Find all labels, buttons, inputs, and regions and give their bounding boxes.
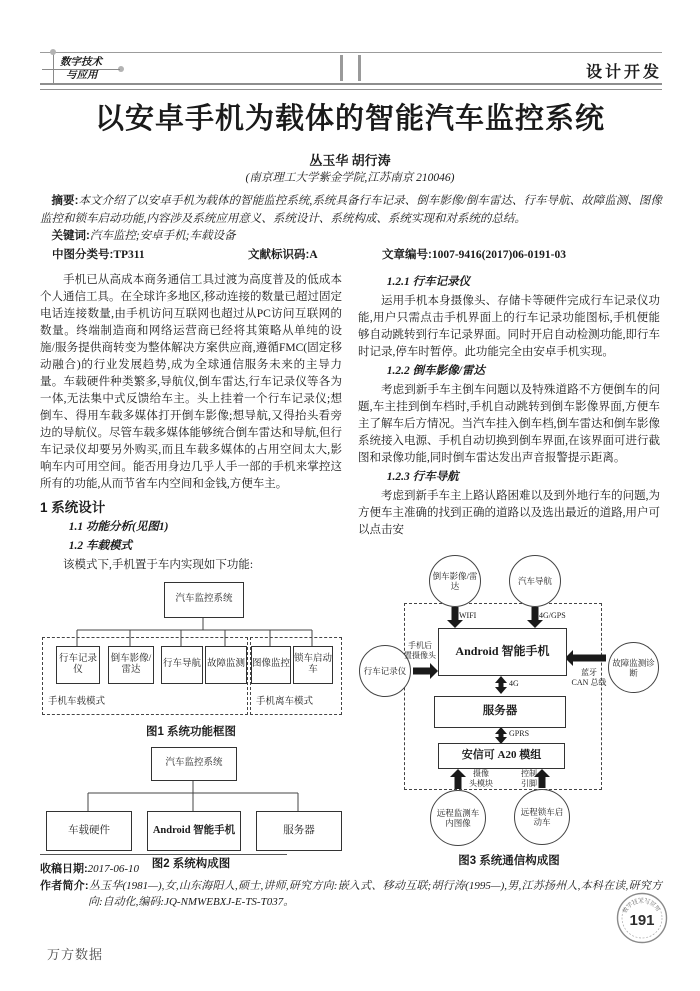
received-date: 收稿日期:2017-06-10 <box>40 863 139 875</box>
fig1-node: 故障监测 <box>205 646 247 684</box>
fig3-box-module: 安信可 A20 模组 <box>438 743 565 769</box>
fig1-group-label: 手机车载模式 <box>48 697 106 707</box>
fig1-group-label: 手机离车模式 <box>256 697 314 707</box>
fig1-node: 行车记录仪 <box>56 646 100 684</box>
logo-dot-icon <box>50 49 56 55</box>
doc-code-label: 文献标识码: <box>248 248 310 261</box>
fig3-box-android: Android 智能手机 <box>438 628 567 676</box>
affiliation: (南京理工大学紫金学院,江苏南京 210046) <box>245 172 455 184</box>
fig3-circle-recorder: 行车记录仪 <box>359 645 411 697</box>
keywords <box>40 228 662 246</box>
author-bio: 作者简介:丛玉华(1981—),女,山东海阳人,硕士,讲师,研究方向:嵌入式、移动互联;胡行涛(1995—),男,江苏扬州人,本科在读,研究方向:自动化,编码:JQ-NMWEBXJ-E-TS-T037。 <box>40 879 662 908</box>
fig3-label-gprs: GPRS <box>509 729 530 738</box>
body-paragraph: 该模式下,手机置于车内实现如下功能: <box>63 559 254 571</box>
subsection-heading: 1.2.2 倒车影像/雷达 <box>386 365 485 377</box>
header <box>40 50 662 90</box>
fig3-label-4ggps: 4G/GPS <box>539 611 566 620</box>
section-label: 设计开发 <box>585 64 662 81</box>
fig3-label-camera-module: 摄像 头模块 <box>469 769 493 788</box>
authors: 丛玉华 胡行涛 <box>309 153 391 168</box>
subsection-heading: 1.2 车载模式 <box>68 540 132 552</box>
fig1-root-node: 汽车监控系统 <box>164 582 244 618</box>
fig2-node: 车载硬件 <box>46 811 132 851</box>
fig3-circle-remote-lock: 远程锁车启动车 <box>514 789 570 845</box>
subsection-heading: 1.2.1 行车记录仪 <box>386 276 471 288</box>
fig3-circle-reverse: 倒车影像/雷达 <box>429 555 481 607</box>
header-rule-top <box>40 52 662 53</box>
fig3-label-4g: 4G <box>509 679 519 688</box>
fig2-root-node: 汽车监控系统 <box>151 747 237 781</box>
page-title: 以安卓手机为载体的智能汽车监控系统 <box>94 103 605 135</box>
svg-text:191: 191 <box>629 912 655 929</box>
article-id-value: 1007-9416(2017)06-0191-03 <box>431 248 566 261</box>
fig2-node: 服务器 <box>256 811 342 851</box>
body-paragraph: 运用手机本身摄像头、存储卡等硬件完成行车记录仪功能,用户只需点击手机界面上的行车记录功能图标,手机便能够自动跳转到行车记录界面。同时开启自动检测功能,即行车时记录,停车时暂停。此功能完全由安卓手机实现。 <box>358 295 660 358</box>
clc-value: TP311 <box>113 248 145 261</box>
svg-text:数字技术与应用: 数字技术与应用 <box>622 898 661 915</box>
fig3-label-control-pin: 控制 引脚 <box>521 769 537 788</box>
clc-label: 中图分类号: <box>52 248 114 261</box>
journal-logo <box>48 56 134 82</box>
abstract-block <box>40 193 662 264</box>
doc-code-value: A <box>309 248 318 261</box>
figure1-caption: 图1 系统功能框图 <box>145 726 237 738</box>
figure1 <box>40 582 342 719</box>
section-heading: 1 系统设计 <box>40 500 106 515</box>
keywords-text: 汽车监控;安卓手机;车载设备 <box>89 230 236 242</box>
body-paragraph: 手机已从高成本商务通信工具过渡为高度普及的低成本个人通信工具。在全球许多地区,移动连接的数量已超过固定电话连接数量,由手机访问互联网也超过从PC访问互联网的数量。终端制造商和网络运营商已经将其策略从单纯的设施/服务提供商转变为整体解决方案供应商,遵循FMC(固定移动融合)的行业发展趋势,成为全球通信服务未来的主导力量。车载硬件种类繁多,导航仪,倒车雷达,行车记录仪等各为一体,无法集中式反馈给车主。头上挂着一个行车记录仪;想倒车、得用车载多媒体打开倒车影像;想导航,又得抬头看旁边的导航仪。尽管车载多媒体能够统合倒车雷达和导航,但行车记录仪却要另外购买,而且车载多媒体的占用空间太大,影响车内可用空间。能否用身边几乎人手一部的手机来掌控这所有的功能,从而节省车内空间和金钱,方便车主。 <box>40 274 342 490</box>
fig3-circle-nav: 汽车导航 <box>509 555 561 607</box>
abstract-text: 本文介绍了以安卓手机为载体的智能监控系统,系统具备行车记录、倒车影像/倒车雷达、行车导航、故障监测、图像监控和锁车启动功能,内容涉及系统应用意义、系统设计、系统构成、系统实现和对系统的总结。 <box>40 195 662 225</box>
figure3 <box>358 543 660 848</box>
fig3-circle-fault: 故障监测诊断 <box>608 642 659 693</box>
fig1-node: 锁车启动车 <box>293 646 333 684</box>
right-column <box>358 272 660 879</box>
footnote-rule <box>40 854 287 855</box>
abstract <box>40 193 662 228</box>
figure2-caption: 图2 系统构成图 <box>151 858 231 870</box>
fig2-node: Android 智能手机 <box>147 811 241 851</box>
figure2 <box>40 747 342 851</box>
logo-line-2: 与应用 <box>66 70 98 81</box>
page-badge-icon <box>616 892 668 944</box>
keywords-label: 关键词: <box>51 230 90 242</box>
footnote <box>40 854 662 911</box>
watermark: 万方数据 <box>47 947 104 962</box>
fig3-label-wifi: WIFI <box>459 611 477 620</box>
figure3-caption: 图3 系统通信构成图 <box>458 855 560 867</box>
fig3-label-rear-camera: 手机后 置摄像头 <box>404 641 436 660</box>
left-column <box>40 272 342 879</box>
fig1-node: 行车导航 <box>161 646 203 684</box>
logo-divider <box>42 69 120 70</box>
fig1-node: 倒车影像/雷达 <box>108 646 154 684</box>
subsection-heading: 1.1 功能分析(见图1) <box>68 521 169 533</box>
header-rule-bottom <box>40 83 662 90</box>
fig3-label-bluetooth-can: 蓝牙 CAN 总线 <box>571 668 607 687</box>
page-number-badge <box>616 892 668 944</box>
classification-row <box>40 247 662 265</box>
article-id-label: 文章编号: <box>382 248 432 261</box>
body-paragraph: 考虑到新手车主倒车问题以及特殊道路不方便倒车的问题,车主挂到倒车档时,手机自动跳转到倒车影像界面,方便车主了解车后方情况。当汽车挂入倒车档,倒车雷达和倒车影像系统接入电源、手机自动切换到倒车界面,在该界面可进行截图和录像功能,同时倒车雷达发出声音报警提示距离。 <box>358 384 660 464</box>
columns <box>40 272 662 879</box>
subsection-heading: 1.2.3 行车导航 <box>386 471 459 483</box>
logo-line-1: 数字技术 <box>60 57 102 68</box>
abstract-label: 摘要: <box>51 195 79 207</box>
body-paragraph: 考虑到新手车主上路认路困难以及到外地行车的问题,为方便车主准确的找到正确的道路以及选出最近的道路,用户可以点击安 <box>358 490 660 536</box>
fig3-box-server: 服务器 <box>434 696 566 728</box>
fig1-node: 图像监控 <box>251 646 291 684</box>
fig3-circle-remote-image: 远程监测车内图像 <box>430 790 486 846</box>
